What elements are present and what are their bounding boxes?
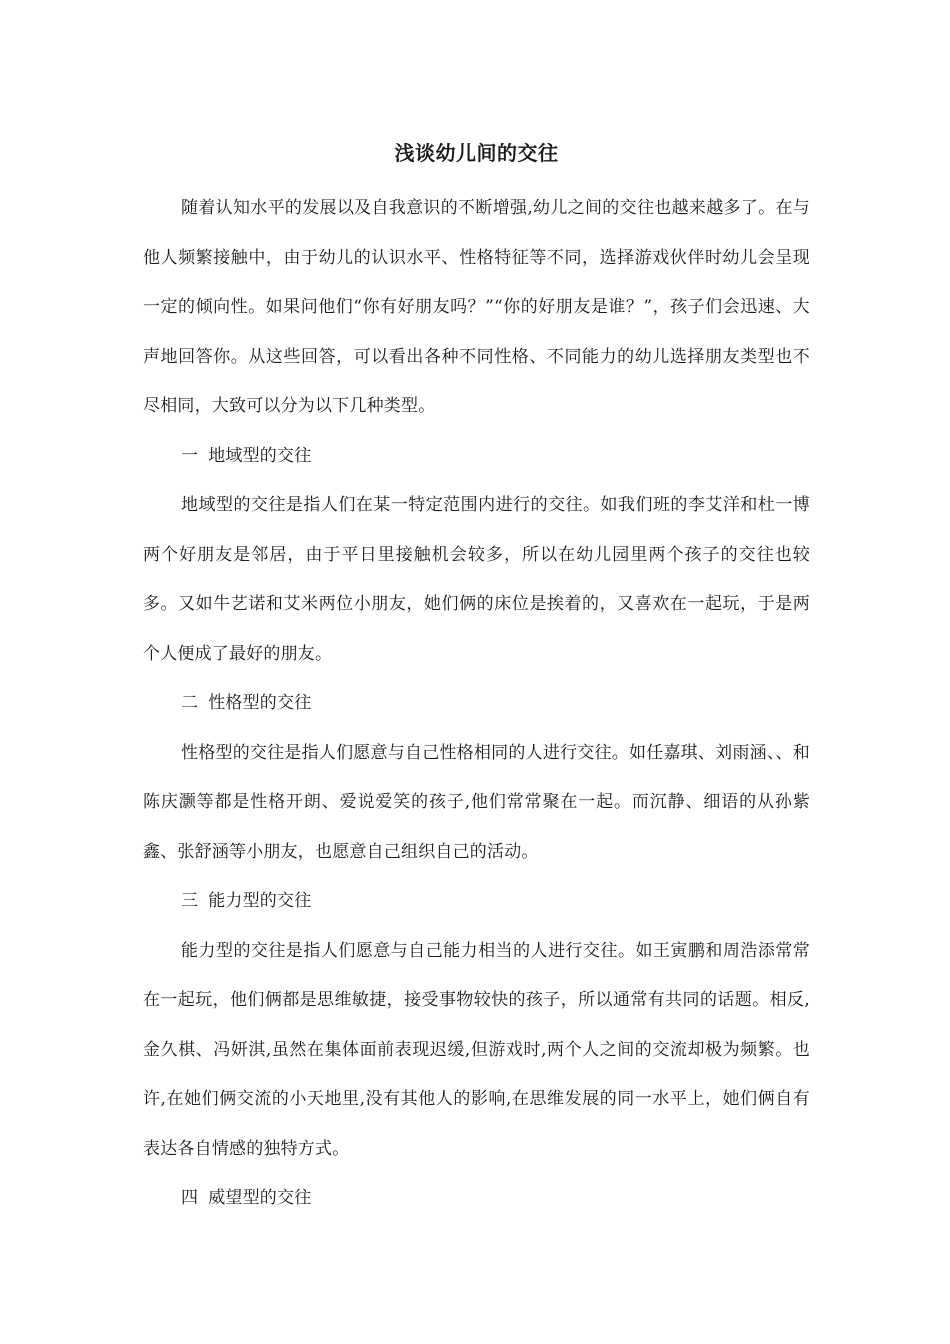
section-body-2: 性格型的交往是指人们愿意与自己性格相同的人进行交往。如任嘉琪、刘雨涵、、和陈庆灏等都是性格开朗、爱说爱笑的孩子,他们常常聚在一起。而沉静、细语的从孙紫鑫、张舒涵等小朋友，也愿意自己组织自己的活动。 [143,742,810,862]
section-title: 能力型的交往 [208,891,312,911]
document-title: 浅谈幼儿间的交往 [394,141,559,165]
section-number: 三 [181,891,199,911]
section-number: 四 [181,1188,199,1208]
section-title: 威望型的交往 [208,1188,312,1208]
section-heading-3 [143,877,810,927]
intro-paragraph: 随着认知水平的发展以及自我意识的不断增强,幼儿之间的交往也越来越多了。在与他人频繁接触中，由于幼儿的认识水平、性格特征等不同，选择游戏伙伴时幼儿会呈现一定的倾向性。如果问他们“你有好朋友吗？”“你的好朋友是谁？”，孩子们会迅速、大声地回答你。从这些回答，可以看出各种不同性格、不同能力的幼儿选择朋友类型也不尽相同，大致可以分为以下几种类型。 [143,198,810,416]
section-heading-2 [143,679,810,729]
section-number: 一 [181,445,199,466]
section-heading-1 [143,432,810,482]
section-number: 二 [181,693,199,713]
section-heading-4 [143,1174,810,1224]
section-body-1: 地域型的交往是指人们在某一特定范围内进行的交往。如我们班的李艾洋和杜一博两个好朋友是邻居，由于平日里接触机会较多，所以在幼儿园里两个孩子的交往也较多。又如牛艺诺和艾米两位小朋友，她们俩的床位是挨着的，又喜欢在一起玩，于是两个人便成了最好的朋友。 [143,495,810,664]
section-title: 性格型的交往 [208,693,312,713]
section-title: 地域型的交往 [208,445,312,466]
section-body-3: 能力型的交往是指人们愿意与自己能力相当的人进行交往。如王寅鹏和周浩添常常在一起玩，他们俩都是思维敏捷，接受事物较快的孩子，所以通常有共同的话题。相反,金久棋、冯妍淇,虽然在集体面前表现迟缓,但游戏时,两个人之间的交流却极为频繁。也许,在她们俩交流的小天地里,没有其他人的影响,在思维发展的同一水平上，她们俩自有表达各自情感的独特方式。 [143,940,810,1159]
